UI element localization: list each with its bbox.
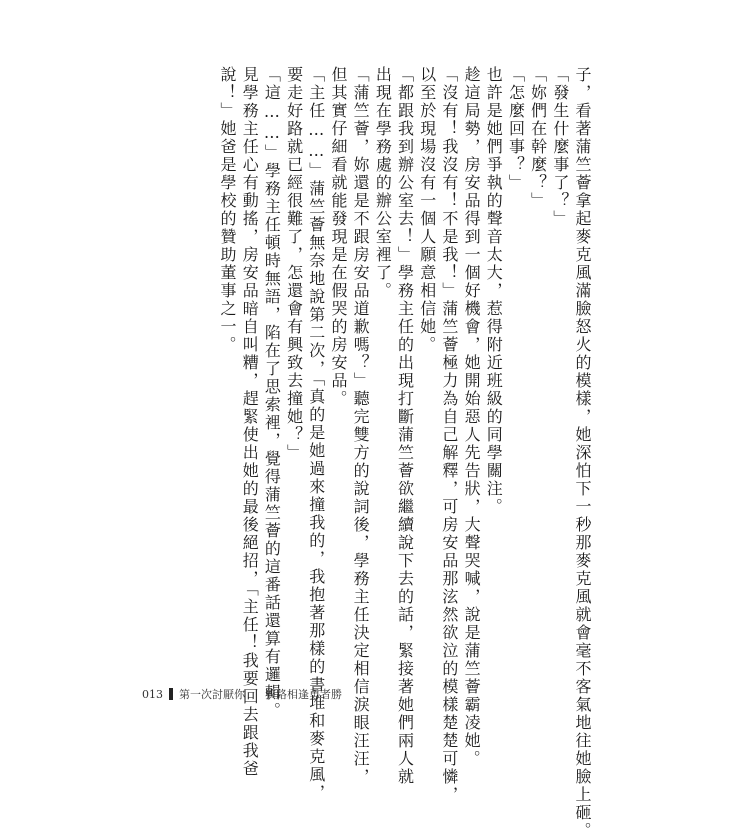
text-column: 出現在學務處的辦公室裡了。 [373, 66, 393, 300]
text-column: 趁這局勢，房安品得到一個好機會，她開始惡人先告狀，大聲哭喊，說是蒲竺薈霸凌她。 [462, 66, 482, 768]
text-column: 「主任……」蒲竺薈無奈地說第二次，「真的是她過來撞我的，我抱著那樣的書堆和麥克風， [306, 66, 326, 802]
text-column: 「都跟我到辦公室去！」學務主任的出現打斷蒲竺薈欲繼續說下去的話，緊接著她們兩人就 [395, 66, 415, 786]
text-column: 也許是她們爭執的聲音太大，惹得附近班級的同學關注。 [484, 66, 504, 516]
footer-divider-bar [169, 688, 173, 700]
text-column: 「怎麼回事？」 [506, 66, 526, 192]
text-column: 見學務主任心有動搖，房安品暗自叫糟，趕緊使出她的最後絕招，「主任！我要回去跟我爸 [240, 66, 260, 778]
text-column: 要走好路就已經很難了，怎還會有興致去撞她？」 [284, 66, 304, 462]
page-footer [142, 686, 342, 702]
text-column: 說！」她爸是學校的贊助董事之一。 [218, 66, 237, 354]
text-column: 「蒲竺薈，妳還是不跟房安品道歉嗎？」聽完雙方的說詞後，學務主任決定相信淚眼汪汪， [351, 66, 371, 786]
text-column: 「沒有！我沒有！不是我！」蒲竺薈極力為自己解釋，可房安品那泫然欲泣的模樣楚楚可憐， [439, 66, 459, 804]
text-column: 「妳們在幹麼？」 [528, 66, 548, 210]
page-number: 013 [142, 687, 163, 701]
text-column: 「這……」學務主任頓時無語，陷在了思索裡，覺得蒲竺薈的這番話還算有邏輯。 [262, 66, 282, 720]
text-column: 以至於現場沒有一個人願意相信她。 [417, 66, 437, 354]
chapter-title: 第一次討厭你 [179, 688, 245, 701]
section-title: 狹路相逢勇者勝 [265, 688, 342, 701]
text-column: 但其實仔細看就能發現是在假哭的房安品。 [328, 66, 348, 408]
text-column: 子，看著蒲竺薈拿起麥克風滿臉怒火的模樣，她深怕下一秒那麥克風就會毫不客氣地往她臉上砸。 [573, 66, 592, 840]
text-column: 「發生什麼事了？」 [550, 66, 570, 228]
